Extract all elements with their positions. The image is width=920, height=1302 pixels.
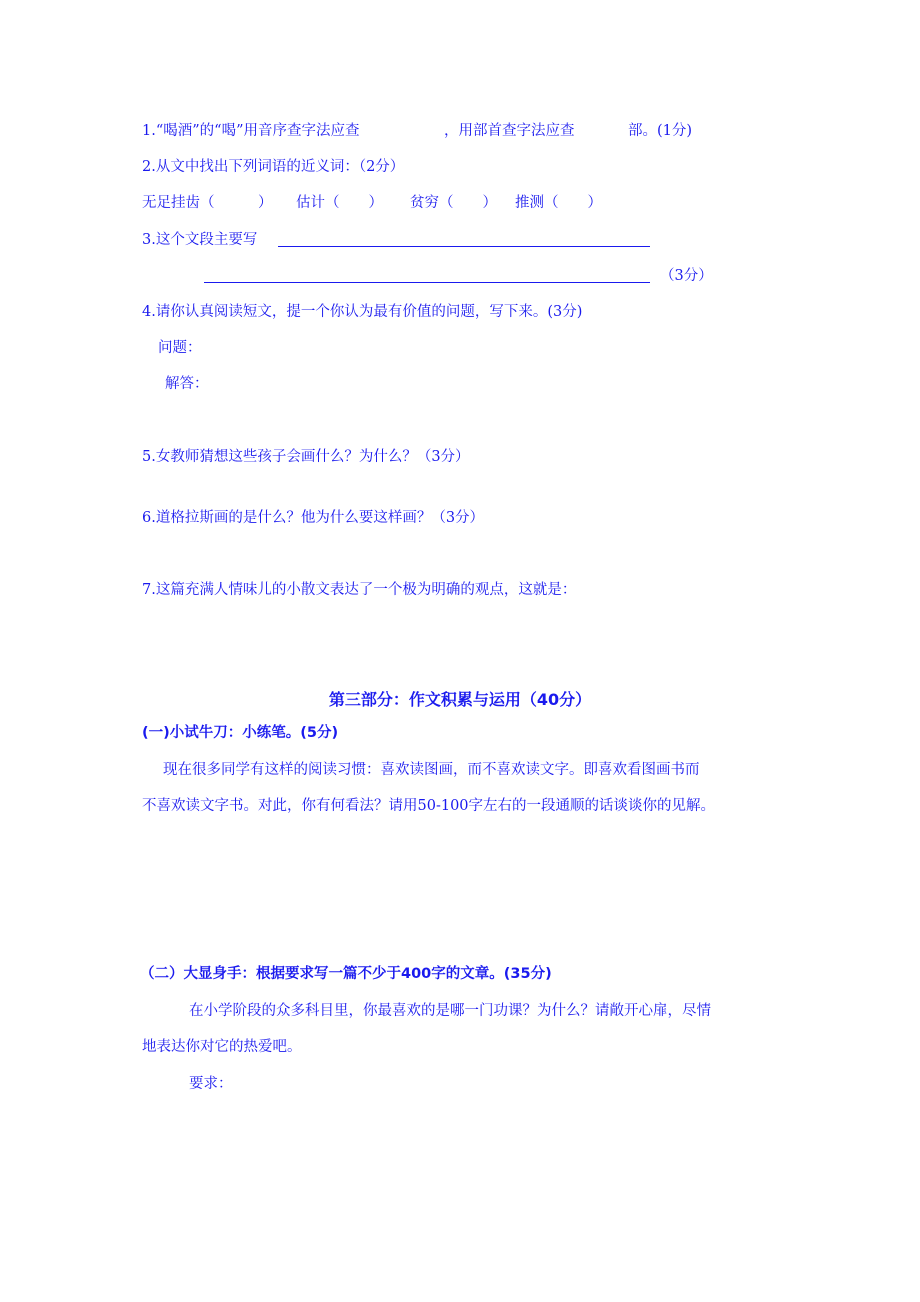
q3-score: （3分） — [660, 268, 713, 284]
q2-word-3: 贫穷（ ） — [410, 195, 497, 211]
q3-text: 3.这个文段主要写 — [142, 232, 258, 248]
q3-answer-line-1 — [278, 246, 650, 247]
q1-text-c: 部。(1分) — [628, 123, 693, 139]
section2-para-line-2: 地表达你对它的热爱吧。 — [142, 1039, 302, 1055]
section1-heading: (一)小试牛刀：小练笔。(5分) — [142, 725, 339, 741]
section1-para-line-1: 现在很多同学有这样的阅读习惯：喜欢读图画，而不喜欢读文字。即喜欢看图画书而 — [163, 762, 700, 778]
q4-text: 4.请你认真阅读短文，提一个你认为最有价值的问题，写下来。(3分) — [142, 304, 583, 320]
part3-title: 第三部分：作文积累与运用（40分） — [328, 690, 592, 709]
q7-text: 7.这篇充满人情味儿的小散文表达了一个极为明确的观点，这就是： — [142, 582, 577, 598]
q4-answer-label: 解答： — [165, 376, 209, 392]
section2-requirements-label: 要求： — [189, 1076, 233, 1092]
section2-para-line-1: 在小学阶段的众多科目里，你最喜欢的是哪一门功课？为什么？请敞开心扉，尽情 — [189, 1003, 711, 1019]
q2-text: 2.从文中找出下列词语的近义词：（2分） — [142, 159, 405, 175]
q6-text: 6.道格拉斯画的是什么？他为什么要这样画？（3分） — [142, 510, 485, 526]
q3-answer-line-2 — [204, 282, 650, 283]
q2-word-1: 无足挂齿（ ） — [142, 195, 273, 211]
q2-word-4: 推测（ ） — [515, 195, 602, 211]
q5-text: 5.女教师猜想这些孩子会画什么？为什么？（3分） — [142, 449, 470, 465]
section1-para-line-2: 不喜欢读文字书。对此，你有何看法？请用50-100字左右的一段通顺的话谈谈你的见解。 — [142, 798, 716, 814]
section2-heading: （二）大显身手：根据要求写一篇不少于400字的文章。(35分) — [140, 966, 552, 982]
q4-question-label: 问题： — [158, 340, 202, 356]
q1-text-a: 1.“喝酒”的“喝”用音序查字法应查 — [142, 123, 360, 139]
q1-text-b: ，用部首查字法应查 — [444, 123, 575, 139]
q2-word-2: 估计（ ） — [296, 195, 383, 211]
